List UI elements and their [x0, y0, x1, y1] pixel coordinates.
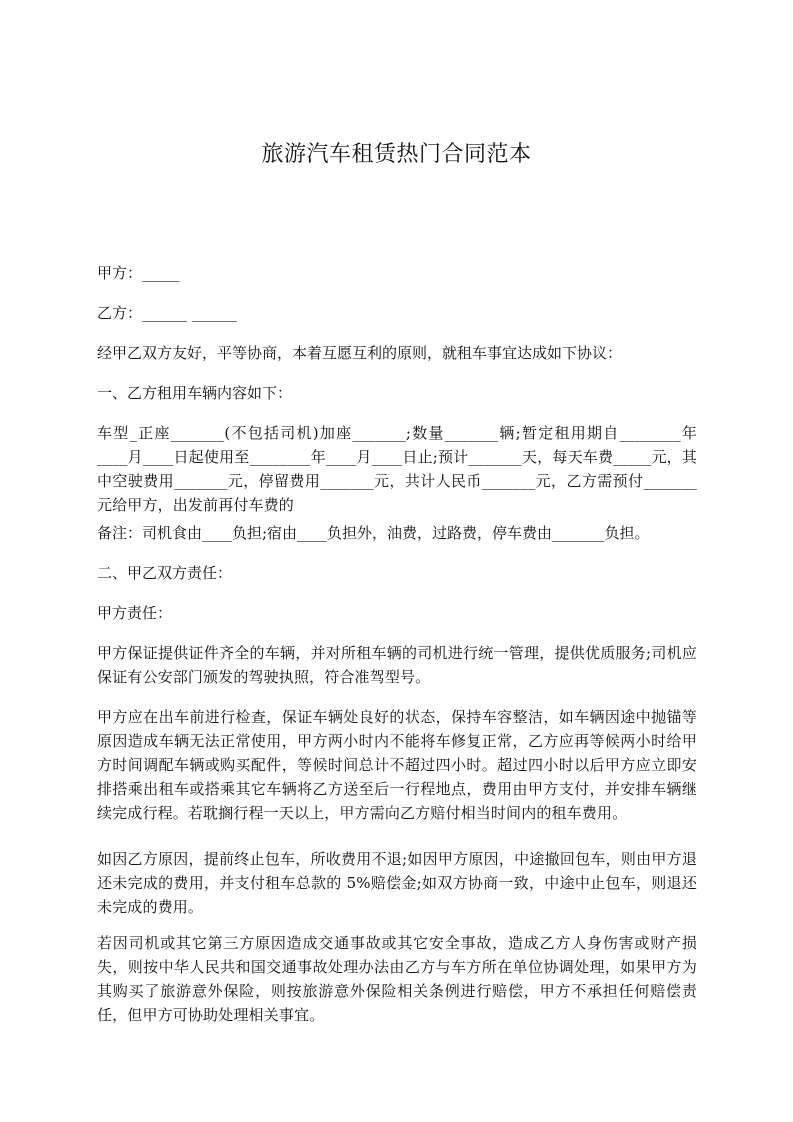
responsibility-paragraph: 甲方应在出车前进行检查，保证车辆处良好的状态，保持车容整洁，如车辆因途中抛锚等原因造成车辆无法正常使用，甲方两小时内不能将车修复正常，乙方应再等候两小时给甲方时间调配车辆或购买配件，等候时间总计不超过四小时。超过四小时以后甲方应立即安排搭乘出租车或搭乘其它车辆将乙方送至后一行程地点，费用由甲方支付，并安排车辆继续完成行程。若耽搁行程一天以上，甲方需向乙方赔付相当时间内的租车费用。	[97, 708, 697, 822]
remark-line: 备注：司机食由____负担;宿由____负担外，油费，过路费，停车费由_______负担。	[97, 524, 650, 542]
section2-heading: 二、甲乙双方责任：	[97, 564, 233, 582]
party-b-line: 乙方：______ ______	[97, 304, 237, 322]
responsibility-paragraph: 若因司机或其它第三方原因造成交通事故或其它安全事故，造成乙方人身伤害或财产损失，则按中华人民共和国交通事故处理办法由乙方与车方所在单位协调处理，如果甲方为其购买了旅游意外保险，则按旅游意外保险相关条例进行赔偿，甲方不承担任何赔偿责任，但甲方可协助处理相关事宜。	[97, 934, 697, 1024]
document-title: 旅游汽车租赁热门合同范本	[261, 142, 532, 167]
rental-terms-paragraph: 车型_正座_______(不包括司机)加座_______;数量_______辆;暂定租用期自________年____月____日起使用至________年____月____日止;预计_______天，每天车费_____元，其中空驶费用_______元，停留费用_______元，共计人民币_______元，乙方需预付_______元给甲方，出发前再付车费的	[97, 424, 697, 514]
responsibility-paragraph: 甲方保证提供证件齐全的车辆，并对所租车辆的司机进行统一管理，提供优质服务;司机应保证有公安部门颁发的驾驶执照，符合准驾型号。	[97, 644, 697, 686]
section1-heading: 一、乙方租用车辆内容如下：	[97, 384, 293, 402]
preamble: 经甲乙双方友好，平等协商，本着互愿互利的原则，就租车事宜达成如下协议：	[97, 344, 623, 362]
responsibility-paragraph: 如因乙方原因，提前终止包车，所收费用不退;如因甲方原因，中途撤回包车，则由甲方退还未完成的费用，并支付租车总款的 5%赔偿金;如双方协商一致，中途中止包车，则退还未完成的费用。	[97, 850, 697, 916]
party-a-responsibility-heading: 甲方责任：	[97, 604, 173, 622]
party-a-line: 甲方：_____	[97, 264, 180, 282]
